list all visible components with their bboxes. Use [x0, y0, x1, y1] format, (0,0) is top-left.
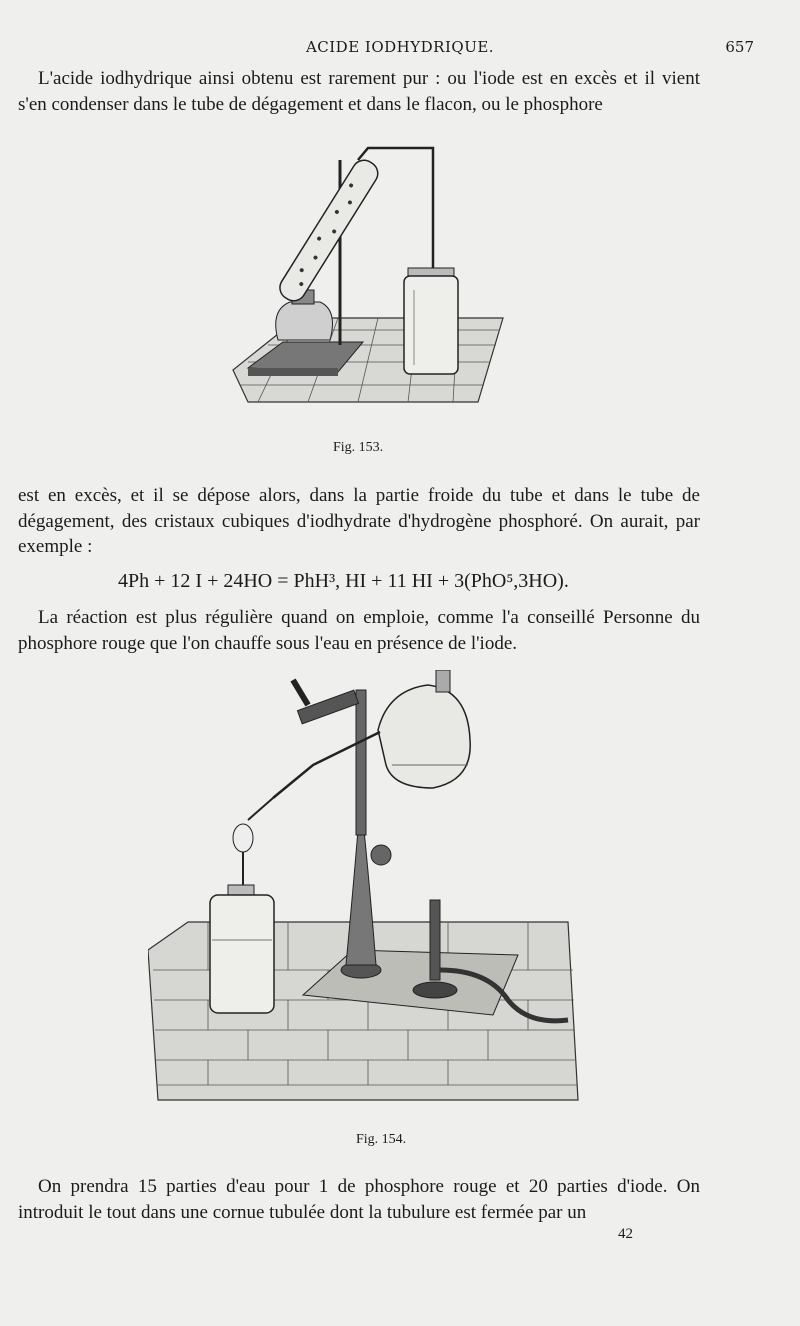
figure-154-illustration — [148, 670, 588, 1118]
figure-154-caption: Fig. 154. — [356, 1132, 407, 1147]
running-title: ACIDE IODHYDRIQUE. — [305, 38, 495, 56]
figure-154-engraving — [148, 670, 588, 1118]
paragraph-4: On prendra 15 parties d'eau pour 1 de phosphore rouge et 20 parties d'iode. On introduit le tout dans une cornue tubulée dont la tubulure est fermée par un — [18, 1176, 700, 1223]
paragraph-1: L'acide iodhydrique ainsi obtenu est rarement pur : ou l'iode est en excès et il vient s'en condenser dans le tube de dégagement et dans le flacon, ou le phosphore — [18, 68, 700, 115]
figure-153-caption: Fig. 153. — [333, 440, 384, 455]
figure-153-engraving — [228, 140, 508, 430]
paragraph-3: La réaction est plus régulière quand on emploie, comme l'a conseillé Personne du phosphore rouge que l'on chauffe sous l'eau en présence de l'iode. — [18, 607, 700, 654]
paragraph-2: est en excès, et il se dépose alors, dans la partie froide du tube et dans le tube de dégagement, des cristaux cubiques d'iodhydrate d'hydrogène phosphoré. On aurait, par exemple : — [18, 485, 700, 557]
page-number: 657 — [725, 38, 754, 56]
printer-signature: 42 — [618, 1226, 633, 1242]
figure-153-illustration — [228, 140, 508, 430]
chemical-equation: 4Ph + 12 I + 24HO = PhH³, HI + 11 HI + 3(PhO⁵,3HO). — [118, 570, 569, 592]
